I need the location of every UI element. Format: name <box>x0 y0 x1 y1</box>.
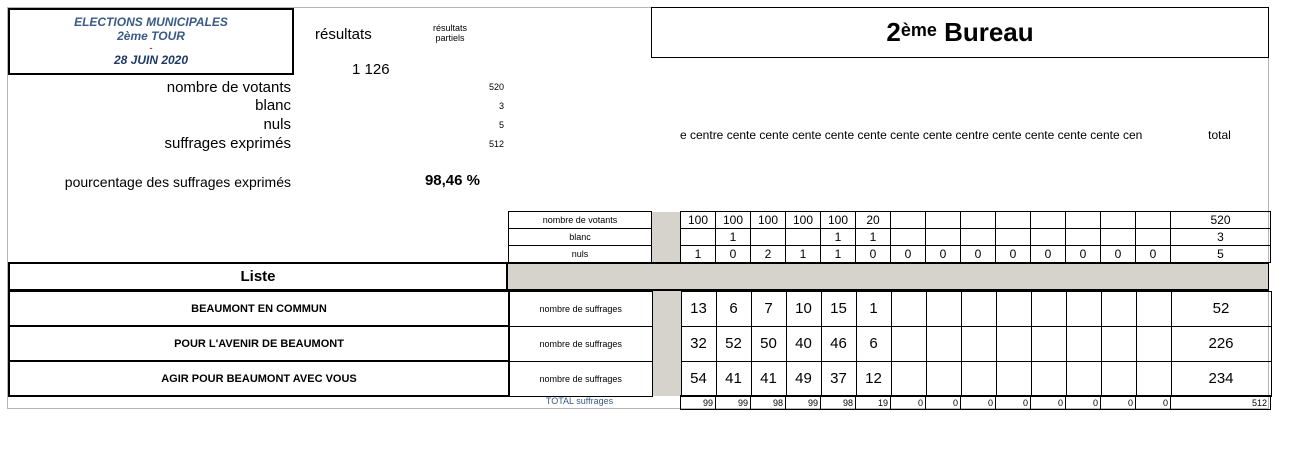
suffrage-cell <box>1136 291 1171 326</box>
total-cell: 99 <box>716 396 751 410</box>
summary-cell <box>926 212 961 229</box>
summary-cell: 100 <box>681 212 716 229</box>
list-row <box>9 361 1271 396</box>
suffrage-cell: 52 <box>716 326 751 361</box>
list-name: AGIR POUR BEAUMONT AVEC VOUS <box>9 361 509 396</box>
summary-cell <box>996 212 1031 229</box>
nuls-label: nuls <box>263 116 291 133</box>
total-cell: 0 <box>1136 396 1171 410</box>
suffrage-cell: 37 <box>821 361 856 396</box>
list-row-label: nombre de suffrages <box>509 291 652 326</box>
resultats-label: résultats <box>315 26 372 43</box>
suffrage-cell <box>996 291 1031 326</box>
suffrage-cell <box>1031 291 1066 326</box>
suffrage-cell: 41 <box>751 361 786 396</box>
total-cell: 19 <box>856 396 891 410</box>
election-round: 2ème TOUR <box>117 29 185 43</box>
summary-cell <box>1136 229 1171 246</box>
suffrage-cell: 1 <box>856 291 891 326</box>
total-cell: 0 <box>926 396 961 410</box>
summary-cell <box>1066 229 1101 246</box>
gray-gap <box>652 326 681 361</box>
summary-cell: 1 <box>856 229 891 246</box>
summary-cell: 1 <box>821 229 856 246</box>
gray-gap <box>652 291 681 326</box>
suffrage-cell <box>961 326 996 361</box>
blanc-value: 3 <box>498 101 504 111</box>
total-cell: 0 <box>1031 396 1066 410</box>
gray-gap <box>652 229 681 246</box>
title-dash: - <box>149 43 153 53</box>
suffrage-cell <box>891 361 926 396</box>
summary-cell: 1 <box>786 246 821 263</box>
suffrage-cell: 6 <box>856 326 891 361</box>
summary-cell <box>1031 212 1066 229</box>
list-row <box>9 291 1271 326</box>
election-date: 28 JUIN 2020 <box>113 53 189 67</box>
summary-cell <box>1066 212 1101 229</box>
suffrage-cell: 10 <box>786 291 821 326</box>
suffrage-cell: 50 <box>751 326 786 361</box>
suffrage-cell <box>891 326 926 361</box>
summary-cell <box>1136 212 1171 229</box>
summary-cell: 100 <box>786 212 821 229</box>
liste-header: Liste <box>8 262 508 291</box>
exprimes-value: 512 <box>488 139 504 149</box>
list-row-label: nombre de suffrages <box>509 361 652 396</box>
summary-cell: 100 <box>821 212 856 229</box>
suffrage-cell <box>1066 291 1101 326</box>
gray-gap <box>652 212 681 229</box>
liste-header-shade <box>508 262 1269 291</box>
summary-cell: 20 <box>856 212 891 229</box>
list-total: 52 <box>1171 291 1271 326</box>
total-header: total <box>1208 128 1231 142</box>
exprimes-label: suffrages exprimés <box>164 135 291 152</box>
suffrage-cell: 54 <box>681 361 716 396</box>
nuls-value: 5 <box>498 120 504 130</box>
total-cell: 0 <box>1066 396 1101 410</box>
bureau-suffix: ème <box>900 20 937 40</box>
list-name: POUR L'AVENIR DE BEAUMONT <box>9 326 509 361</box>
summary-cell <box>786 229 821 246</box>
summary-cell <box>891 229 926 246</box>
suffrage-cell <box>1101 361 1136 396</box>
suffrage-cell <box>926 361 961 396</box>
summary-cell: 1 <box>821 246 856 263</box>
list-row <box>9 326 1271 361</box>
summary-cell <box>926 229 961 246</box>
suffrage-cell <box>996 361 1031 396</box>
total-cell: 99 <box>786 396 821 410</box>
bureau-number: 2 <box>886 17 901 47</box>
blanc-label: blanc <box>255 97 291 114</box>
summary-cell <box>1031 229 1066 246</box>
summary-total: 520 <box>1171 212 1271 229</box>
total-inscrits-value: 1 126 <box>352 61 390 78</box>
suffrage-cell <box>1136 326 1171 361</box>
suffrage-cell: 46 <box>821 326 856 361</box>
list-total: 234 <box>1171 361 1271 396</box>
summary-cell: 0 <box>1031 246 1066 263</box>
summary-cell <box>996 229 1031 246</box>
list-total: 226 <box>1171 326 1271 361</box>
suffrage-cell: 15 <box>821 291 856 326</box>
lists-grid <box>8 290 1272 397</box>
summary-total: 3 <box>1171 229 1271 246</box>
total-cell: 99 <box>681 396 716 410</box>
summary-cell: 0 <box>1101 246 1136 263</box>
suffrage-cell <box>961 291 996 326</box>
summary-cell: 0 <box>716 246 751 263</box>
gray-gap <box>652 361 681 396</box>
votants-value: 520 <box>488 82 504 92</box>
summary-cell: 0 <box>856 246 891 263</box>
summary-total: 5 <box>1171 246 1271 263</box>
summary-row <box>509 246 1271 263</box>
summary-row <box>509 212 1271 229</box>
row-label: nuls <box>509 246 652 263</box>
resultats-partiels-label: résultats partiels <box>432 23 467 43</box>
row-label: nombre de votants <box>509 212 652 229</box>
bureau-title <box>651 7 1269 58</box>
summary-cell: 0 <box>996 246 1031 263</box>
summary-cell: 0 <box>1066 246 1101 263</box>
summary-cell <box>1101 212 1136 229</box>
suffrage-cell <box>1066 361 1101 396</box>
suffrage-cell: 32 <box>681 326 716 361</box>
suffrage-cell <box>926 326 961 361</box>
summary-cell: 100 <box>716 212 751 229</box>
suffrage-cell <box>996 326 1031 361</box>
suffrage-cell: 49 <box>786 361 821 396</box>
list-name: BEAUMONT EN COMMUN <box>9 291 509 326</box>
summary-cell: 100 <box>751 212 786 229</box>
suffrage-cell: 7 <box>751 291 786 326</box>
suffrage-cell <box>1101 291 1136 326</box>
bureau-word: Bureau <box>936 17 1034 47</box>
total-cell: 0 <box>961 396 996 410</box>
total-cell: 98 <box>821 396 856 410</box>
suffrage-cell: 13 <box>681 291 716 326</box>
centaines-header: e centre cente cente cente cente cente cente cente centre cente cente cente cente cen <box>680 128 1143 142</box>
suffrage-cell <box>1031 361 1066 396</box>
summary-cell: 1 <box>681 246 716 263</box>
suffrage-cell: 41 <box>716 361 751 396</box>
suffrage-cell <box>1066 326 1101 361</box>
row-label: blanc <box>509 229 652 246</box>
grand-total: 512 <box>1171 396 1271 410</box>
suffrage-cell <box>1031 326 1066 361</box>
suffrage-cell: 12 <box>856 361 891 396</box>
suffrage-cell <box>926 291 961 326</box>
summary-row <box>509 229 1271 246</box>
gray-gap <box>652 246 681 263</box>
summary-cell <box>891 212 926 229</box>
total-cell: 98 <box>751 396 786 410</box>
summary-cell <box>681 229 716 246</box>
votes-summary-grid <box>508 211 1271 263</box>
votants-label: nombre de votants <box>166 79 291 96</box>
pct-value: 98,46 % <box>424 172 480 189</box>
summary-cell: 2 <box>751 246 786 263</box>
summary-cell <box>1101 229 1136 246</box>
summary-cell: 1 <box>716 229 751 246</box>
summary-cell: 0 <box>926 246 961 263</box>
suffrage-cell: 6 <box>716 291 751 326</box>
total-cell: 0 <box>996 396 1031 410</box>
summary-cell: 0 <box>891 246 926 263</box>
total-row <box>681 396 1271 410</box>
summary-cell <box>751 229 786 246</box>
suffrage-cell <box>891 291 926 326</box>
suffrage-cell: 40 <box>786 326 821 361</box>
summary-cell <box>961 212 996 229</box>
total-suffrages-grid <box>680 395 1271 410</box>
suffrage-cell <box>1101 326 1136 361</box>
election-title-box <box>8 8 294 75</box>
total-suffrages-label: TOTAL suffrages <box>545 396 614 406</box>
summary-cell: 0 <box>961 246 996 263</box>
suffrage-cell <box>961 361 996 396</box>
summary-cell <box>961 229 996 246</box>
total-cell: 0 <box>891 396 926 410</box>
suffrage-cell <box>1136 361 1171 396</box>
list-row-label: nombre de suffrages <box>509 326 652 361</box>
pct-label: pourcentage des suffrages exprimés <box>64 174 291 190</box>
summary-cell: 0 <box>1136 246 1171 263</box>
election-title: ELECTIONS MUNICIPALES <box>74 15 228 29</box>
total-cell: 0 <box>1101 396 1136 410</box>
